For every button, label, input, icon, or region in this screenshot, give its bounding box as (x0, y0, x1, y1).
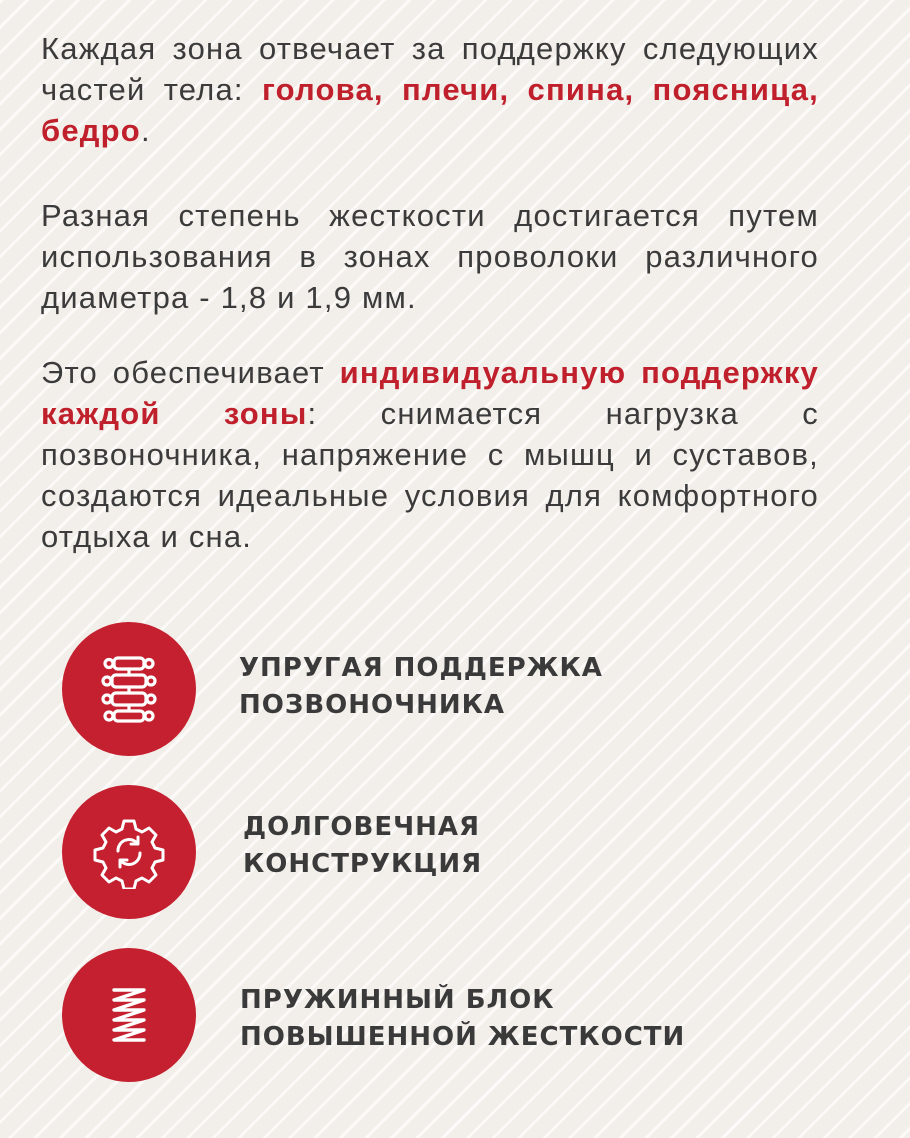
paragraph-stiffness (41, 195, 819, 318)
feature-title (239, 650, 603, 724)
paragraph-zones (41, 28, 819, 151)
feature-spine-support (62, 622, 862, 756)
feature-title-line1: ДОЛГОВЕЧНАЯ (243, 812, 481, 842)
feature-title-line1: ПРУЖИННЫЙ БЛОК (240, 985, 555, 1015)
feature-spring-block (62, 948, 862, 1082)
paragraph-support-text: Это обеспечивает (41, 355, 340, 390)
paragraph-support-rest: : снимается нагрузка с позвоночника, напряжение с мышц и суставов, создаются идеальные условия для комфортного отдыха и сна. (41, 396, 819, 554)
paragraph-stiffness-text: Разная степень жесткости достигается путем использования в зонах проволоки различного диаметра - 1,8 и 1,9 мм. (41, 198, 819, 315)
feature-title-line2: ПОЗВОНОЧНИКА (239, 690, 506, 720)
individual-support-highlight: индивидуальную поддержку каждой зоны (41, 355, 819, 431)
feature-title-line2: ПОВЫШЕННОЙ ЖЕСТКОСТИ (240, 1022, 686, 1052)
body-parts-highlight: голова, плечи, спина, поясница, бедро (41, 72, 819, 148)
spine-icon (62, 622, 196, 756)
paragraph-zones-text: Каждая зона отвечает за поддержку следующих частей тела: (41, 31, 819, 107)
paragraph-zones-end: . (140, 113, 151, 148)
spring-icon (62, 948, 196, 1082)
feature-durable-construction (62, 785, 862, 919)
feature-title-line2: КОНСТРУКЦИЯ (243, 849, 483, 879)
feature-title (240, 982, 685, 1056)
feature-title (243, 809, 482, 883)
paragraph-support (41, 352, 819, 557)
feature-title-line1: УПРУГАЯ ПОДДЕРЖКА (239, 653, 603, 683)
gear-cycle-icon (62, 785, 196, 919)
